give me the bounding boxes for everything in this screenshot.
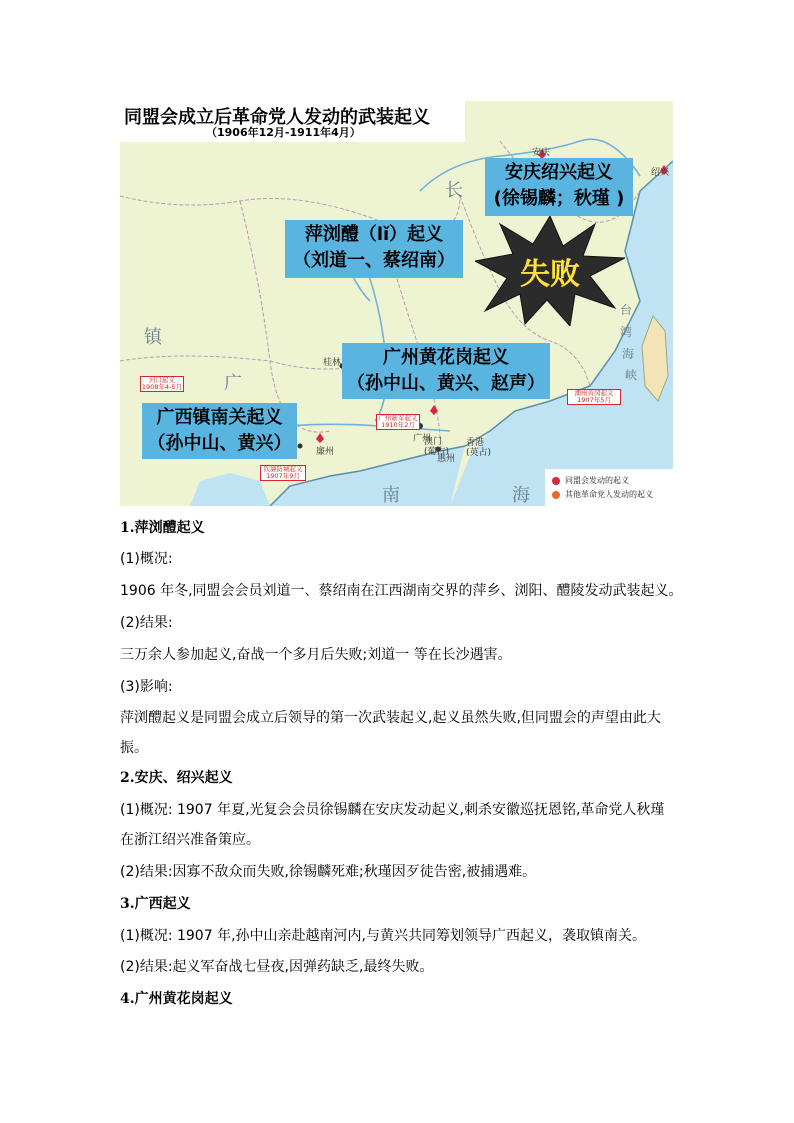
place-hongkong: 香港 (英占) (466, 438, 492, 458)
tag-hekou-name: 河口起义 (149, 376, 175, 384)
tag-qinlian-name: 钦廉防城起义 (263, 465, 303, 473)
tag-hekou-date: 1908年4-5月 (141, 383, 183, 391)
place-guangzhou: 广州 (413, 434, 432, 444)
legend-item-1: 同盟会发动的起义 (565, 476, 629, 485)
uprisings-map (120, 101, 673, 506)
label-tai: 台 (620, 303, 633, 317)
tag-guangzhou-new-army (376, 414, 420, 430)
tag-hekou (140, 376, 184, 392)
callout-guangxi-leaders: （孙中山、黄兴） (147, 433, 292, 454)
legend-other-icon (552, 491, 560, 499)
section-1-overview-label: (1)概况: (120, 551, 173, 567)
legend-item-2: 其他革命党人发动的起义 (565, 490, 653, 499)
section-2-overview-1: (1)概况: 1907 年夏,光复会会员徐锡麟在安庆发动起义,刺杀安徽巡抚恩铭,革命党人秋瑾 (120, 802, 665, 818)
label-hai-sea: 海 (512, 485, 530, 506)
section-1-impact-text-2: 振。 (120, 740, 148, 756)
place-huizhou: 惠州 (437, 454, 456, 464)
tag-guangzhou-new-army-name: 广州新军起义 (378, 414, 418, 422)
callout-pingliuli-title: 萍浏醴（lǐ）起义 (304, 224, 444, 245)
label-wan: 湾 (620, 325, 633, 339)
place-macau: 澳门 (葡占) (424, 437, 450, 457)
section-3-result: (2)结果:起义军奋战七昼夜,因弹药缺乏,最终失败。 (120, 959, 434, 975)
section-2-overview-2: 在浙江绍兴准备策应。 (120, 832, 260, 848)
failure-label: 失败 (520, 257, 580, 292)
callout-pingliuli-leaders: （刘道一、蔡绍南） (293, 250, 455, 271)
map-subtitle: （1906年12月-1911年4月） (206, 126, 361, 139)
callout-anqing-shaoxing (485, 158, 633, 216)
label-nan: 南 (382, 485, 400, 506)
failure-burst (475, 216, 625, 330)
map-legend (545, 469, 673, 506)
label-guang: 广 (224, 373, 242, 394)
callout-guangzhou-leaders: （孙中山、黄兴、赵声） (347, 373, 545, 394)
place-lianzhou: 廉州 (316, 447, 335, 457)
tag-chaozhou-date: 1907年5月 (577, 396, 611, 404)
callout-guangxi-title: 广西镇南关起义 (156, 407, 283, 428)
section-4-title: 4.广州黄花岗起义 (120, 991, 233, 1007)
callout-guangzhou-title: 广州黄花岗起义 (383, 347, 509, 368)
callout-pingliuli (285, 220, 463, 278)
place-anqing: 安庆 (532, 148, 551, 158)
tag-qinlian-date: 1907年9月 (266, 472, 300, 480)
section-2-result: (2)结果:因寡不敌众而失败,徐锡麟死难;秋瑾因歹徒告密,被捕遇难。 (120, 864, 537, 880)
label-hai2: 海 (622, 347, 635, 361)
label-zhen: 镇 (144, 327, 162, 348)
map-title: 同盟会成立后革命党人发动的武装起义 (124, 107, 430, 128)
legend-tongmenghui-icon (552, 477, 560, 485)
tag-qinlian (260, 465, 306, 481)
callout-anqing-leaders: (徐锡麟；秋瑾 ) (493, 188, 625, 209)
section-3-title: 3.广西起义 (120, 896, 191, 912)
callout-guangxi-zhennanguan (142, 403, 297, 459)
section-1-title: 1.萍浏醴起义 (120, 520, 205, 536)
place-shaoxing: 绍兴 (651, 168, 670, 178)
section-3-overview: (1)概况: 1907 年,孙中山亲赴越南河内,与黄兴共同筹划领导广西起义，袭取镇南关。 (120, 928, 646, 944)
label-chang: 长 (445, 180, 463, 201)
place-guilin: 桂林 (323, 358, 342, 368)
label-xia: 峡 (625, 368, 638, 382)
tag-chaozhou (567, 389, 621, 405)
section-1-result-text: 三万余人参加起义,奋战一个多月后失败;刘道一 等在长沙遇害。 (120, 647, 512, 663)
tag-guangzhou-new-army-date: 1910年2月 (381, 421, 415, 429)
map-title-box (120, 101, 465, 142)
gulf-west (190, 473, 270, 506)
section-2-title: 2.安庆、绍兴起义 (120, 770, 233, 786)
tag-chaozhou-name: 潮州黄冈起义 (574, 389, 614, 397)
section-1-result-label: (2)结果: (120, 615, 173, 631)
section-1-impact-text-1: 萍浏醴起义是同盟会成立后领导的第一次武装起义,起义虽然失败,但同盟会的声望由此大 (120, 710, 661, 726)
callout-guangzhou-huanghuagang (342, 343, 550, 399)
callout-anqing-title: 安庆绍兴起义 (505, 162, 613, 183)
section-1-impact-label: (3)影响: (120, 679, 173, 695)
section-1-overview-text: 1906 年冬,同盟会会员刘道一、蔡绍南在江西湖南交界的萍乡、浏阳、醴陵发动武装起义。 (120, 583, 683, 599)
